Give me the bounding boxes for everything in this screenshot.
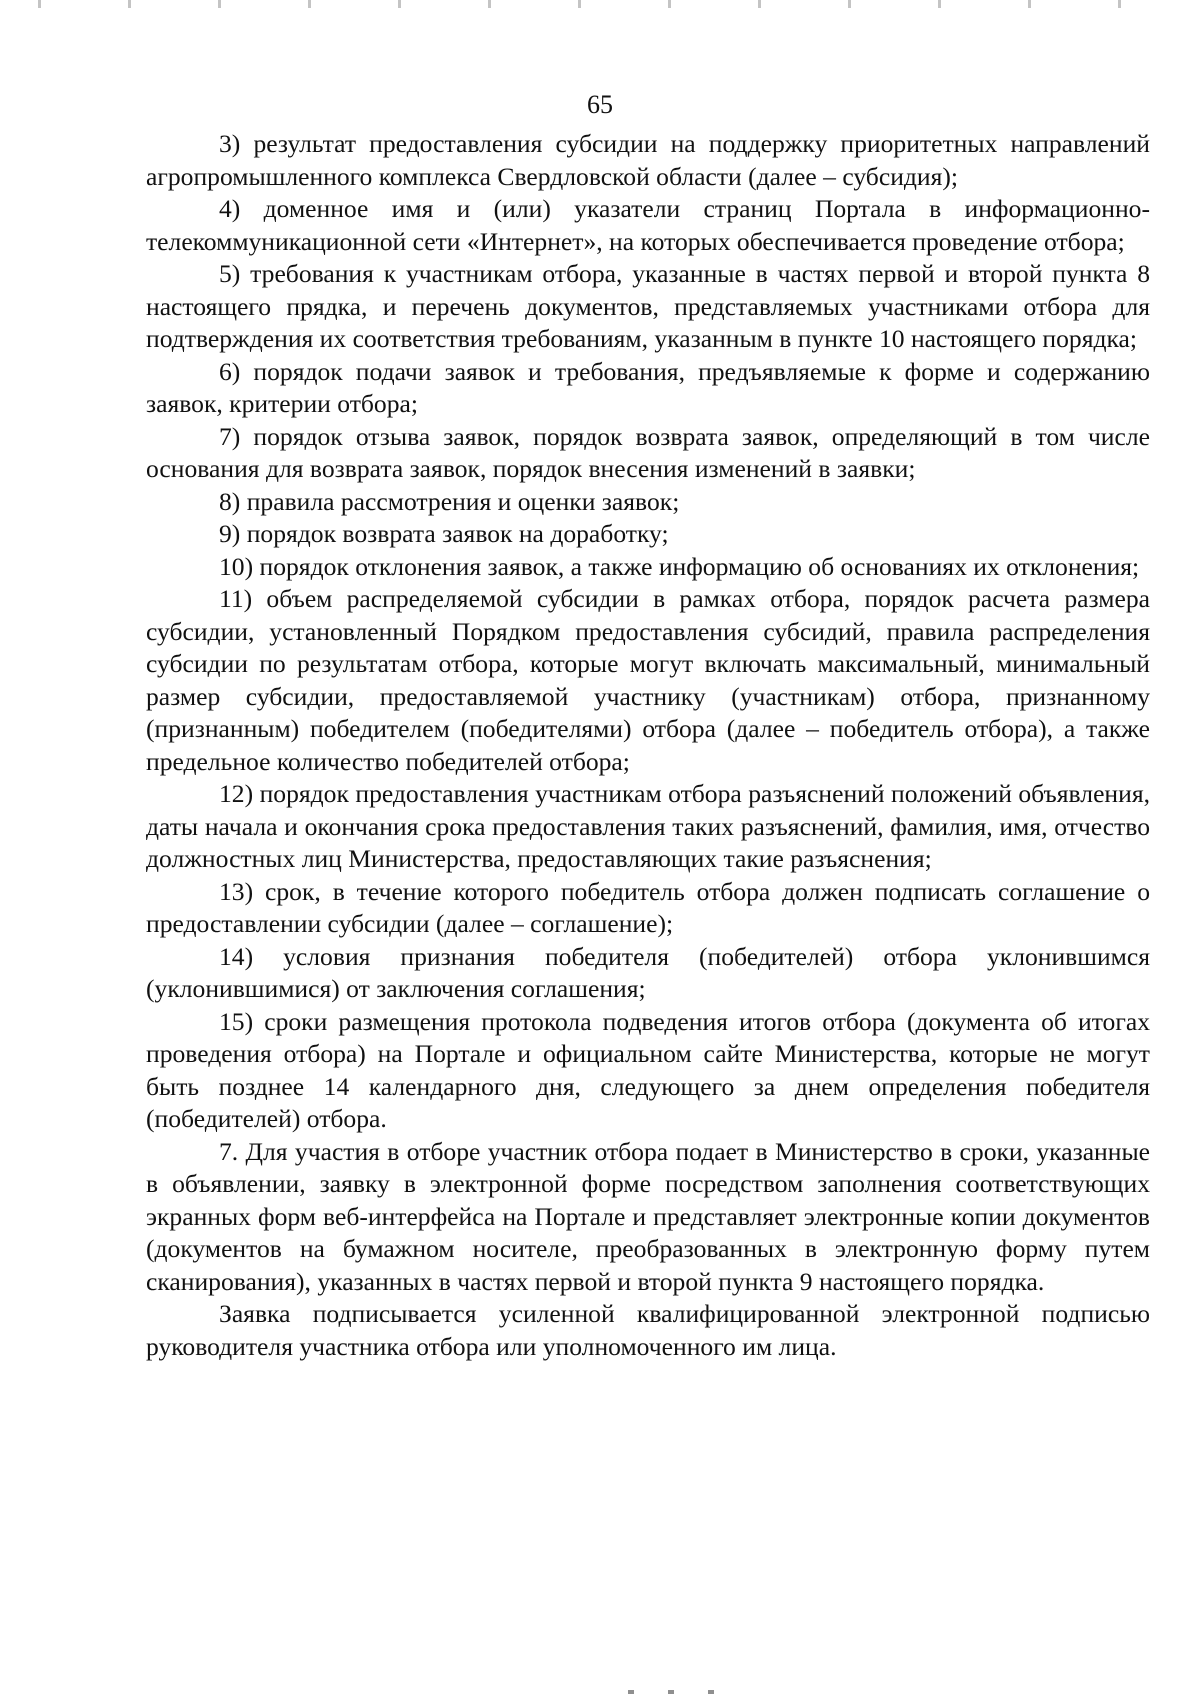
paragraph-item-11: 11) объем распределяемой субсидии в рамках отбора, порядок расчета размера субсидии, установленный Порядком предоставления субсидий, правила распределения субсидии по результатам отбора, которые могут включать максимальный, минимальный размер субсидии, предоставляемой участнику (участникам) отбора, признанному (признанным) победителем (победителями) отбора (далее – победитель отбора), а также предельное количество победителей отбора; (146, 584, 1150, 776)
paragraph-item-12: 12) порядок предоставления участникам отбора разъяснений положений объявления, даты начала и окончания срока предоставления таких разъяснений, фамилия, имя, отчество должностных лиц Министерства, предоставляющих такие разъяснения; (146, 779, 1150, 873)
scan-edge-artifact (0, 0, 1200, 8)
document-body (146, 128, 1150, 1363)
paragraph-item-10: 10) порядок отклонения заявок, а также информацию об основаниях их отклонения; (219, 551, 1140, 581)
paragraph-clause-7: 7. Для участия в отборе участник отбора подает в Министерство в сроки, указанные в объявлении, заявку в электронной форме посредством заполнения соответствующих экранных форм веб-интерфейса на Портале и представляет электронные копии документов (документов на бумажном носителе, преобразованных в электронную форму путем сканирования), указанных в частях первой и второй пункта 9 настоящего порядка. (146, 1136, 1150, 1296)
paragraph-item-5: 5) требования к участникам отбора, указанные в частях первой и второй пункта 8 настоящего прядка, и перечень документов, представляемых участниками отбора для подтверждения их соответствия требованиям, указанным в пункте 10 настоящего порядка; (146, 259, 1150, 353)
paragraph-item-3: 3) результат предоставления субсидии на поддержку приоритетных направлений агропромышленного комплекса Свердловской области (далее – субсидия); (146, 129, 1150, 191)
paragraph-item-13: 13) срок, в течение которого победитель отбора должен подписать соглашение о предоставлении субсидии (далее – соглашение); (146, 876, 1150, 938)
scan-bottom-artifact (628, 1690, 728, 1694)
paragraph-item-7: 7) порядок отзыва заявок, порядок возврата заявок, определяющий в том числе основания для возврата заявок, порядок внесения изменений в заявки; (146, 421, 1150, 483)
paragraph-item-14: 14) условия признания победителя (победителей) отбора уклонившимся (уклонившимися) от заключения соглашения; (146, 941, 1150, 1003)
paragraph-item-6: 6) порядок подачи заявок и требования, предъявляемые к форме и содержанию заявок, критерии отбора; (146, 356, 1150, 418)
page-number: 65 (587, 90, 613, 119)
paragraph-item-9: 9) порядок возврата заявок на доработку; (219, 519, 669, 548)
paragraph-item-15: 15) сроки размещения протокола подведения итогов отбора (документа об итогах проведения отбора) на Портале и официальном сайте Министерства, которые не могут быть позднее 14 календарного дня, следующего за днем определения победителя (победителей) отбора. (146, 1006, 1150, 1133)
paragraph-item-8: 8) правила рассмотрения и оценки заявок; (219, 486, 680, 516)
paragraph-item-4: 4) доменное имя и (или) указатели страниц Портала в информационно-телекоммуникационной сети «Интернет», на которых обеспечивается проведение отбора; (146, 194, 1150, 256)
paragraph-signature-requirement: Заявка подписывается усиленной квалифицированной электронной подписью руководителя участника отбора или уполномоченного им лица. (146, 1299, 1150, 1361)
